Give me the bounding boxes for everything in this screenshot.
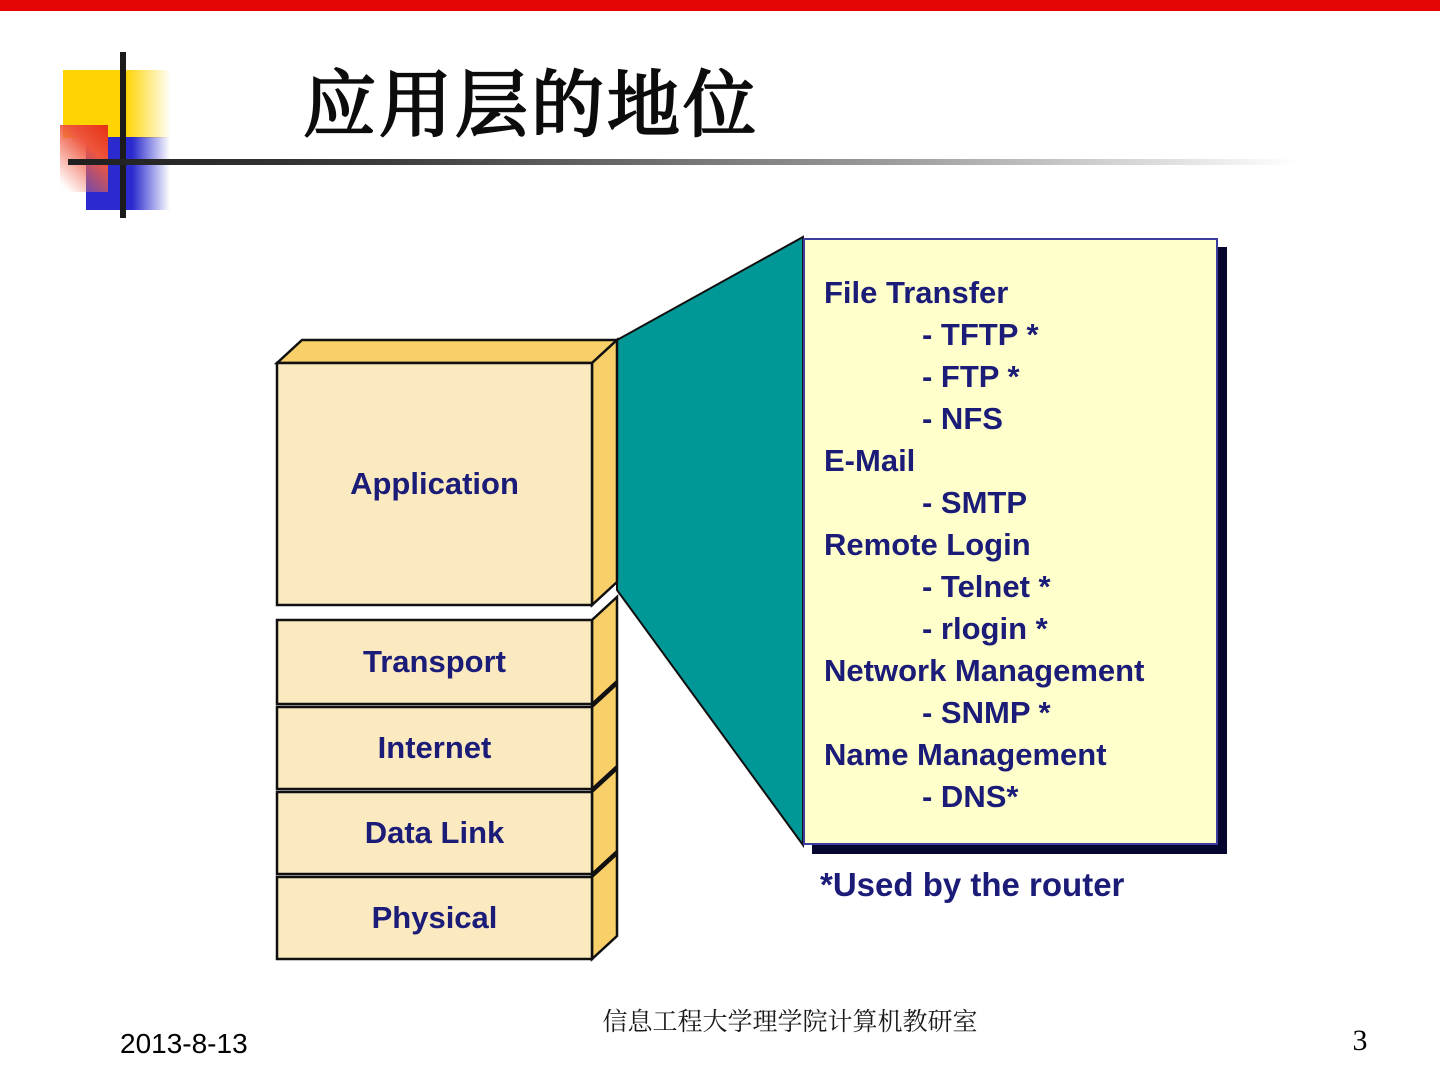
protocol-line: - NFS	[922, 401, 1003, 436]
protocol-line: - rlogin *	[922, 611, 1048, 646]
protocol-line: - Telnet *	[922, 569, 1051, 604]
protocol-line: Remote Login	[824, 527, 1031, 562]
layer-label-datalink: Data Link	[364, 815, 505, 850]
protocol-line: - SNMP *	[922, 695, 1051, 730]
protocol-line: - TFTP *	[922, 317, 1039, 352]
protocol-line: File Transfer	[824, 275, 1009, 310]
teal-connector	[617, 237, 803, 845]
footer-department: 信息工程大学理学院计算机教研室	[602, 1009, 978, 1036]
layer-label-application: Application	[350, 466, 519, 501]
protocol-line: Name Management	[824, 737, 1107, 772]
stack-top-face	[277, 340, 617, 363]
protocol-line: E-Mail	[824, 443, 916, 478]
protocol-line: - FTP *	[922, 359, 1020, 394]
protocol-line: - DNS*	[922, 779, 1019, 814]
protocol-list-box	[803, 238, 1218, 845]
application-side-face	[592, 340, 617, 605]
protocol-line: - SMTP	[922, 485, 1028, 520]
page-number: 3	[1352, 1024, 1368, 1057]
layer-label-internet: Internet	[377, 730, 492, 765]
protocol-line: Network Management	[824, 653, 1145, 688]
footer-date: 2013-8-13	[120, 1028, 248, 1059]
layer-label-transport: Transport	[363, 644, 506, 679]
router-note: *Used by the router	[820, 866, 1125, 903]
layer-label-physical: Physical	[371, 900, 498, 935]
slide-title: 应用层的地位	[303, 65, 759, 146]
